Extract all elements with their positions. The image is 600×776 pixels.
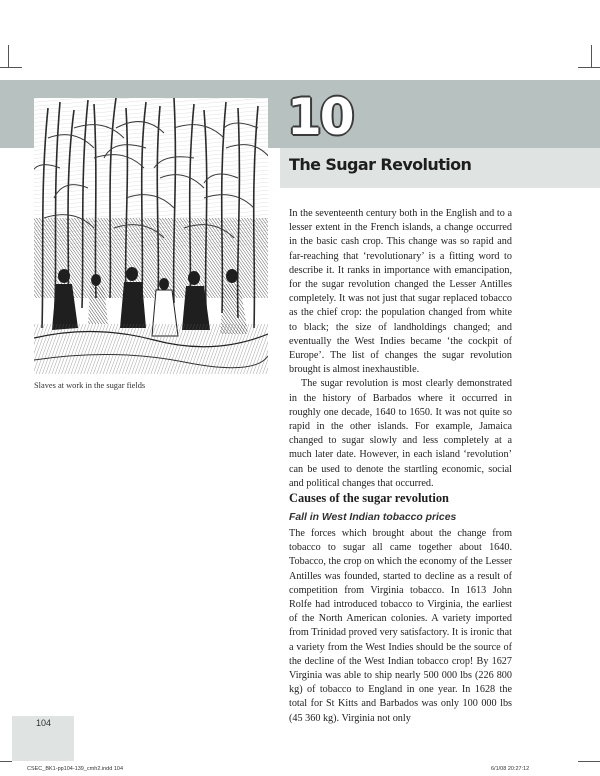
section-heading: Causes of the sugar revolution xyxy=(289,491,449,505)
figure-caption: Slaves at work in the sugar fields xyxy=(34,381,146,390)
chapter-title: The Sugar Revolution xyxy=(289,155,472,174)
chapter-number: 10 xyxy=(287,88,353,146)
crop-mark xyxy=(578,67,600,68)
crop-mark xyxy=(591,45,592,67)
crop-mark xyxy=(0,761,12,762)
print-slug-date: 6/1/08 20:27:12 xyxy=(491,766,530,772)
crop-mark xyxy=(8,45,9,67)
section-paragraph: The forces which brought about the change from tobacco to sugar all came together about 1640. Tobacco, the crop on which the economy of the Lesser Antilles was founded, started to decline as a result of competition from Virginia tobacco. In 1613 John Rolfe had introduced tobacco to Virginia, the earliest of the North American colonies. A variety imported from Trinidad proved very satisfactory. It is ironic that a variety from the West Indies should be the source of the decline of the West Indian tobacco crop! By 1627 Virginia was able to ship nearly 500 000 lbs (226 800 kg) of tobacco to England in one year. In 1628 the total for St Kitts and Barbados was only 100 000 lbs (45 360 kg). Virginia not only xyxy=(289,528,512,724)
section-subheading: Fall in West Indian tobacco prices xyxy=(289,512,457,523)
intro-text xyxy=(289,207,512,491)
intro-paragraph: In the seventeenth century both in the English and to a lesser extent in the French islands, a change occurred in the basic cash crop. This change was so rapid and far-reaching that ‘revolutionary’ is a fitting word to describe it. It ranks in importance with emancipation, for the sugar revolution changed the Lesser Antilles completely. It was not just that sugar replaced tobacco as the chief crop: the population changed from white to black; the size of landholdings changed; and eventually the West Indies became ‘the cockpit of Europe’. The list of changes the sugar revolution brought is almost inexhaustible. xyxy=(289,208,512,376)
section-text xyxy=(289,527,512,726)
engraving-illustration-icon xyxy=(34,98,268,374)
crop-mark xyxy=(578,761,600,762)
intro-paragraph: The sugar revolution is most clearly demonstrated in the history of Barbados where it occurred in roughly one decade, 1640 to 1650. It was not quite so rapid in the other islands. For example, Jamaica changed to sugar slowly and less completely at a much later date. However, in each island ‘revolution’ can be used to denote the startling economic, social and political changes that occurred. xyxy=(289,378,512,489)
print-slug-file: CSEC_BK1-pp104-139_cmh2.indd 104 xyxy=(27,766,124,772)
page-number: 104 xyxy=(36,718,52,728)
crop-mark xyxy=(0,67,22,68)
